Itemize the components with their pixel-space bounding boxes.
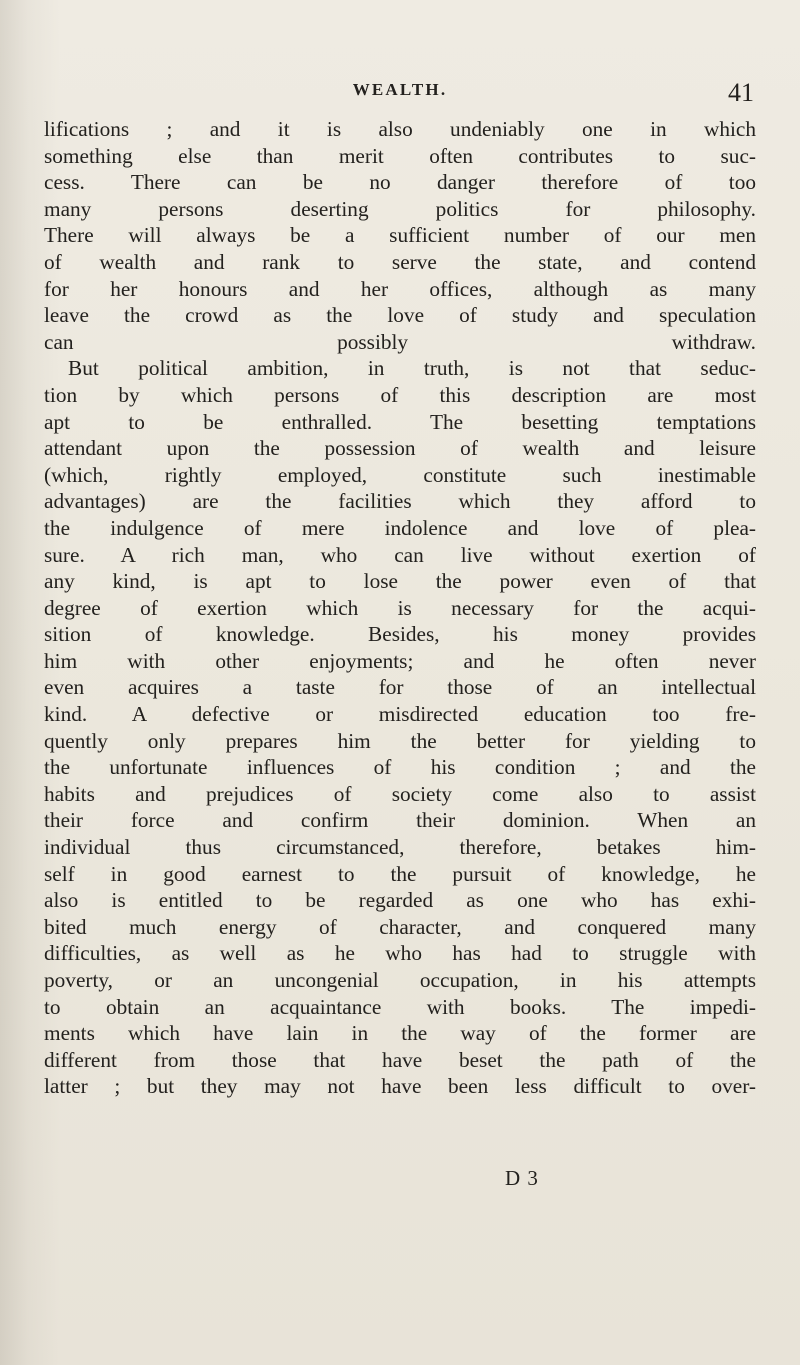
body-text: [44, 116, 756, 1100]
text-line: even acquires a taste for those of an intellectual: [44, 675, 756, 700]
text-line: (which, rightly employed, constitute such inestimable: [44, 462, 756, 487]
running-title: WEALTH.: [352, 80, 448, 99]
text-line: habits and prejudices of society come also to assist: [44, 781, 756, 806]
text-line: quently only prepares him the better for yielding to: [44, 728, 756, 753]
text-line: degree of exertion which is necessary for the acqui-: [44, 595, 756, 620]
text-line: latter ; but they may not have been less difficult to over-: [44, 1074, 756, 1099]
text-line: apt to be enthralled. The besetting temptations: [44, 409, 756, 434]
text-line: can possibly withdraw.: [44, 329, 756, 354]
text-line: individual thus circumstanced, therefore, betakes him-: [44, 835, 756, 860]
text-line: advantages) are the facilities which they afford to: [44, 489, 756, 514]
text-line: to obtain an acquaintance with books. The impedi-: [44, 994, 756, 1019]
text-line: ments which have lain in the way of the former are: [44, 1021, 756, 1046]
text-line: poverty, or an uncongenial occupation, in his attempts: [44, 968, 756, 992]
text-line: But political ambition, in truth, is not that seduc-: [68, 356, 756, 381]
text-line: attendant upon the possession of wealth and leisure: [44, 436, 756, 461]
text-line: self in good earnest to the pursuit of knowledge, he: [44, 861, 756, 886]
text-line: sure. A rich man, who can live without exertion of: [44, 542, 756, 567]
text-line: different from those that have beset the path of the: [44, 1047, 756, 1072]
text-line: also is entitled to be regarded as one who has exhi-: [44, 888, 756, 913]
text-line: sition of knowledge. Besides, his money provides: [44, 622, 756, 647]
text-line: bited much energy of character, and conquered many: [44, 914, 756, 939]
text-line: him with other enjoyments; and he often never: [44, 648, 756, 673]
text-line: There will always be a sufficient number of our men: [44, 223, 756, 248]
signature-mark: D 3: [505, 1166, 539, 1190]
text-line: cess. There can be no danger therefore of too: [44, 170, 756, 195]
text-line: lifications ; and it is also undeniably one in which: [44, 117, 756, 141]
page-number: 41: [728, 78, 754, 107]
text-line: their force and confirm their dominion. When an: [44, 808, 756, 833]
text-line: the indulgence of mere indolence and love of plea-: [44, 515, 756, 540]
text-line: something else than merit often contributes to suc-: [44, 143, 756, 168]
text-line: for her honours and her offices, although as many: [44, 276, 756, 301]
text-line: leave the crowd as the love of study and speculation: [44, 303, 756, 328]
text-line: tion by which persons of this description are most: [44, 382, 756, 407]
page-header: [0, 78, 800, 110]
text-line: of wealth and rank to serve the state, and contend: [44, 249, 756, 274]
text-line: kind. A defective or misdirected education too fre-: [44, 702, 756, 727]
text-line: the unfortunate influences of his condition ; and the: [44, 755, 756, 780]
text-line: difficulties, as well as he who has had to struggle with: [44, 941, 756, 966]
text-line: many persons deserting politics for philosophy.: [44, 196, 756, 221]
text-line: any kind, is apt to lose the power even of that: [44, 569, 756, 594]
